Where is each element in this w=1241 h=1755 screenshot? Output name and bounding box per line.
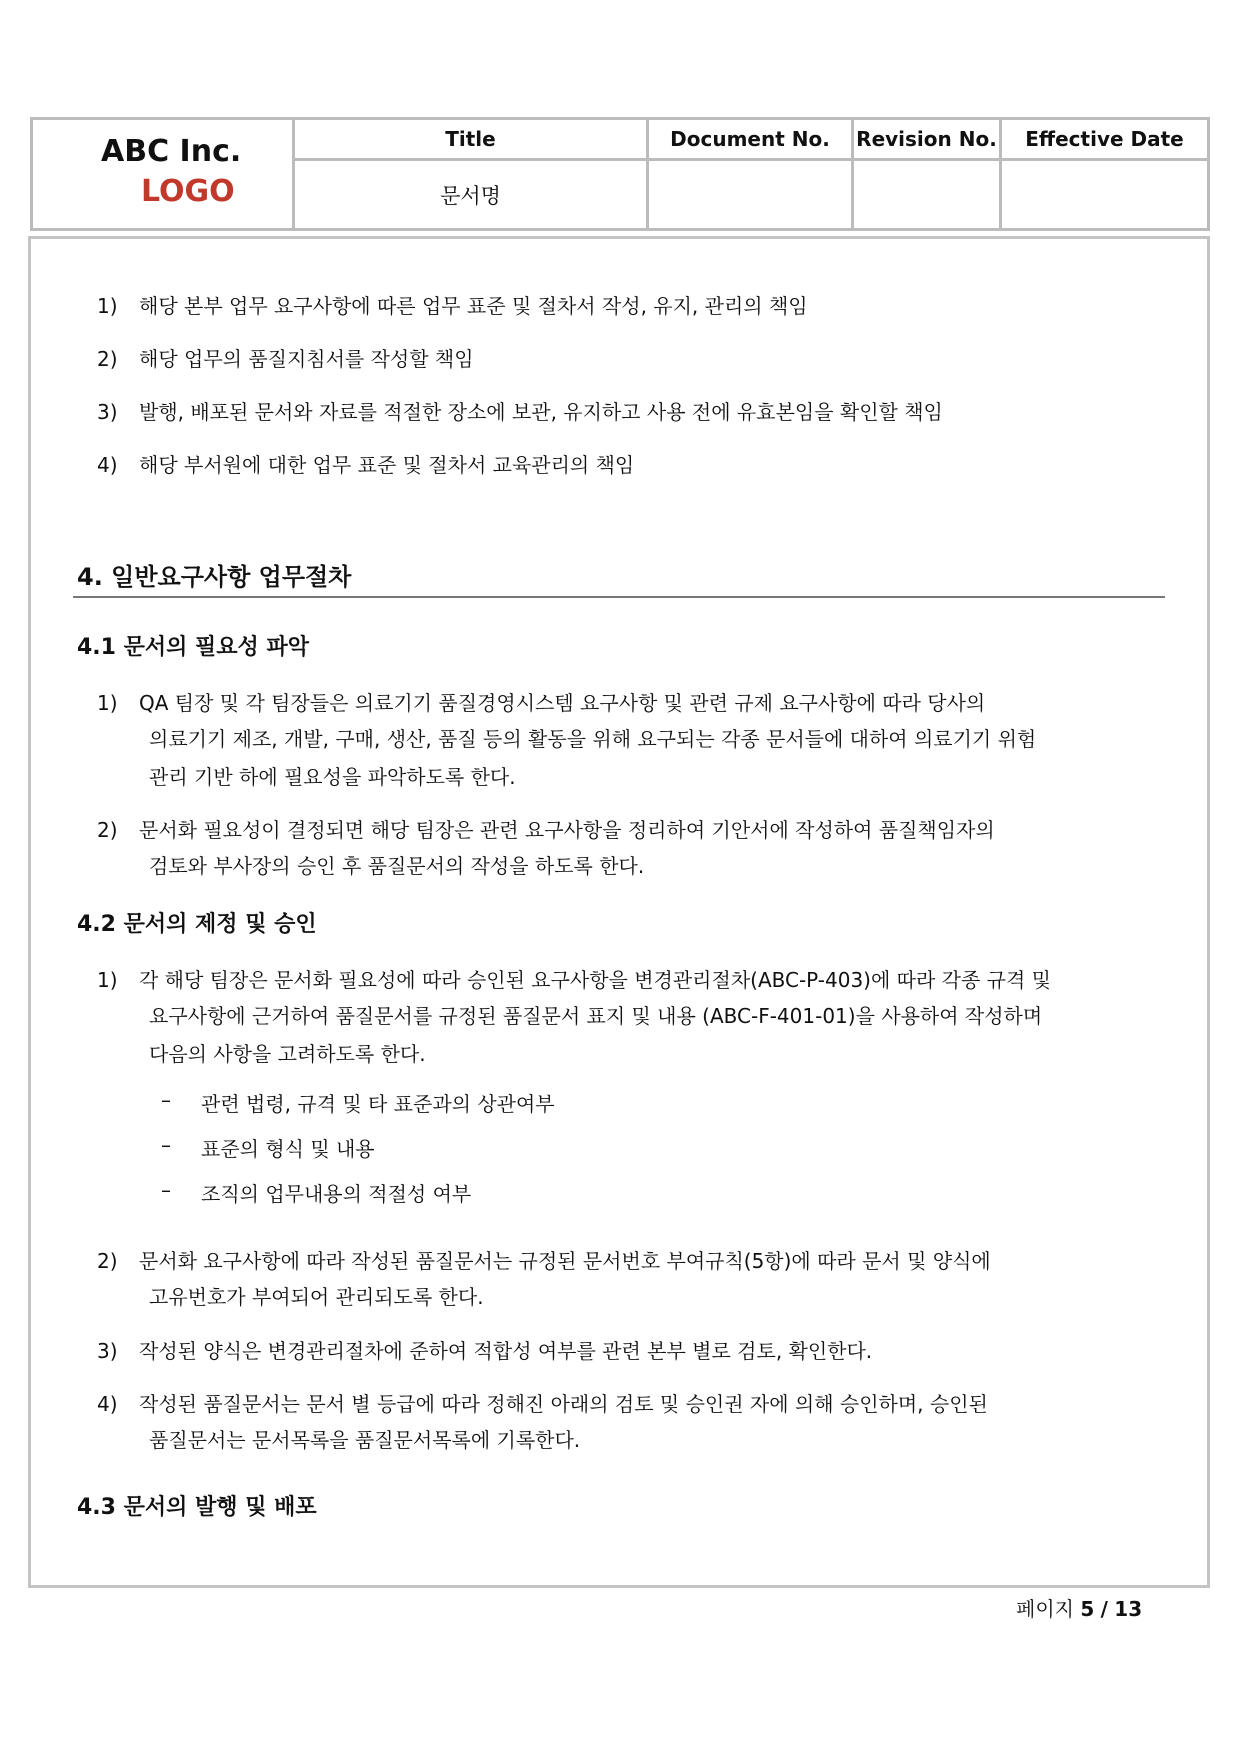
item-number: 1) bbox=[97, 294, 118, 318]
page-label: 페이지 bbox=[1016, 1597, 1074, 1621]
item-text: 해당 업무의 품질지침서를 작성할 책임 bbox=[139, 347, 474, 371]
item-text: 발행, 배포된 문서와 자료를 적절한 장소에 보관, 유지하고 사용 전에 유효본임을 확인할 책임 bbox=[139, 400, 943, 424]
subsection-heading: 4.1 문서의 필요성 파악 bbox=[77, 635, 309, 660]
document-body bbox=[28, 236, 1210, 1588]
col-title-header: Title bbox=[294, 119, 648, 160]
item-number: 2) bbox=[97, 347, 118, 371]
item-number: 3) bbox=[97, 400, 118, 424]
dash-symbol: – bbox=[161, 1088, 171, 1112]
item-text-continued: 의료기기 제조, 개발, 구매, 생산, 품질 등의 활동을 위해 요구되는 각종 문서들에 대하여 의료기기 위험 bbox=[149, 727, 1037, 751]
item-text: 문서화 요구사항에 따라 작성된 품질문서는 규정된 문서번호 부여규칙(5항)에 따라 문서 및 양식에 bbox=[139, 1249, 991, 1273]
item-number: 3) bbox=[97, 1339, 118, 1363]
effective-date-value bbox=[1001, 160, 1209, 230]
page-separator: / bbox=[1100, 1597, 1108, 1621]
item-number: 4) bbox=[97, 453, 118, 477]
section-heading: 4. 일반요구사항 업무절차 bbox=[77, 563, 352, 591]
item-text: 작성된 양식은 변경관리절차에 준하여 적합성 여부를 관련 본부 별로 검토, 확인한다. bbox=[139, 1339, 873, 1363]
item-text-continued: 검토와 부사장의 승인 후 품질문서의 작성을 하도록 한다. bbox=[149, 854, 645, 878]
item-number: 4) bbox=[97, 1392, 118, 1416]
document-header-table bbox=[30, 117, 1210, 231]
item-text: QA 팀장 및 각 팀장들은 의료기기 품질경영시스템 요구사항 및 관련 규제 요구사항에 따라 당사의 bbox=[139, 691, 986, 715]
item-number: 2) bbox=[97, 818, 118, 842]
company-logo-cell bbox=[32, 119, 294, 230]
revision-no-value bbox=[853, 160, 1001, 230]
subsection-heading: 4.2 문서의 제정 및 승인 bbox=[77, 912, 317, 937]
dash-symbol: – bbox=[161, 1178, 171, 1202]
item-number: 1) bbox=[97, 691, 118, 715]
item-text-continued: 고유번호가 부여되어 관리되도록 한다. bbox=[149, 1285, 484, 1309]
item-text: 해당 부서원에 대한 업무 표준 및 절차서 교육관리의 책임 bbox=[139, 453, 635, 477]
dash-text: 조직의 업무내용의 적절성 여부 bbox=[201, 1182, 472, 1206]
item-text-continued: 다음의 사항을 고려하도록 한다. bbox=[149, 1042, 426, 1066]
item-text-continued: 관리 기반 하에 필요성을 파악하도록 한다. bbox=[149, 765, 516, 789]
document-no-value bbox=[648, 160, 853, 230]
item-number: 2) bbox=[97, 1249, 118, 1273]
item-text-continued: 품질문서는 문서목록을 품질문서목록에 기록한다. bbox=[149, 1428, 581, 1452]
dash-symbol: – bbox=[161, 1133, 171, 1157]
title-value: 문서명 bbox=[294, 160, 648, 230]
item-text: 각 해당 팀장은 문서화 필요성에 따라 승인된 요구사항을 변경관리절차(ABC-P-403)에 따라 각종 규격 및 bbox=[139, 968, 1051, 992]
dash-text: 관련 법령, 규격 및 타 표준과의 상관여부 bbox=[201, 1092, 555, 1116]
page-number bbox=[1016, 1593, 1142, 1622]
col-revision-no-header: Revision No. bbox=[853, 119, 1001, 160]
item-number: 1) bbox=[97, 968, 118, 992]
item-text: 문서화 필요성이 결정되면 해당 팀장은 관련 요구사항을 정리하여 기안서에 작성하여 품질책임자의 bbox=[139, 818, 995, 842]
subsection-heading: 4.3 문서의 발행 및 배포 bbox=[77, 1495, 317, 1520]
logo-text: LOGO bbox=[141, 174, 235, 209]
dash-text: 표준의 형식 및 내용 bbox=[201, 1137, 375, 1161]
item-text: 작성된 품질문서는 문서 별 등급에 따라 정해진 아래의 검토 및 승인권 자에 의해 승인하며, 승인된 bbox=[139, 1392, 988, 1416]
col-effective-date-header: Effective Date bbox=[1001, 119, 1209, 160]
company-name: ABC Inc. bbox=[101, 134, 242, 169]
item-text-continued: 요구사항에 근거하여 품질문서를 규정된 품질문서 표지 및 내용 (ABC-F-401-01)을 사용하여 작성하며 bbox=[149, 1004, 1043, 1028]
section-divider bbox=[73, 596, 1165, 598]
col-document-no-header: Document No. bbox=[648, 119, 853, 160]
page-total: 13 bbox=[1114, 1597, 1143, 1621]
item-text: 해당 본부 업무 요구사항에 따른 업무 표준 및 절차서 작성, 유지, 관리의 책임 bbox=[139, 294, 808, 318]
page-current: 5 bbox=[1080, 1597, 1095, 1621]
